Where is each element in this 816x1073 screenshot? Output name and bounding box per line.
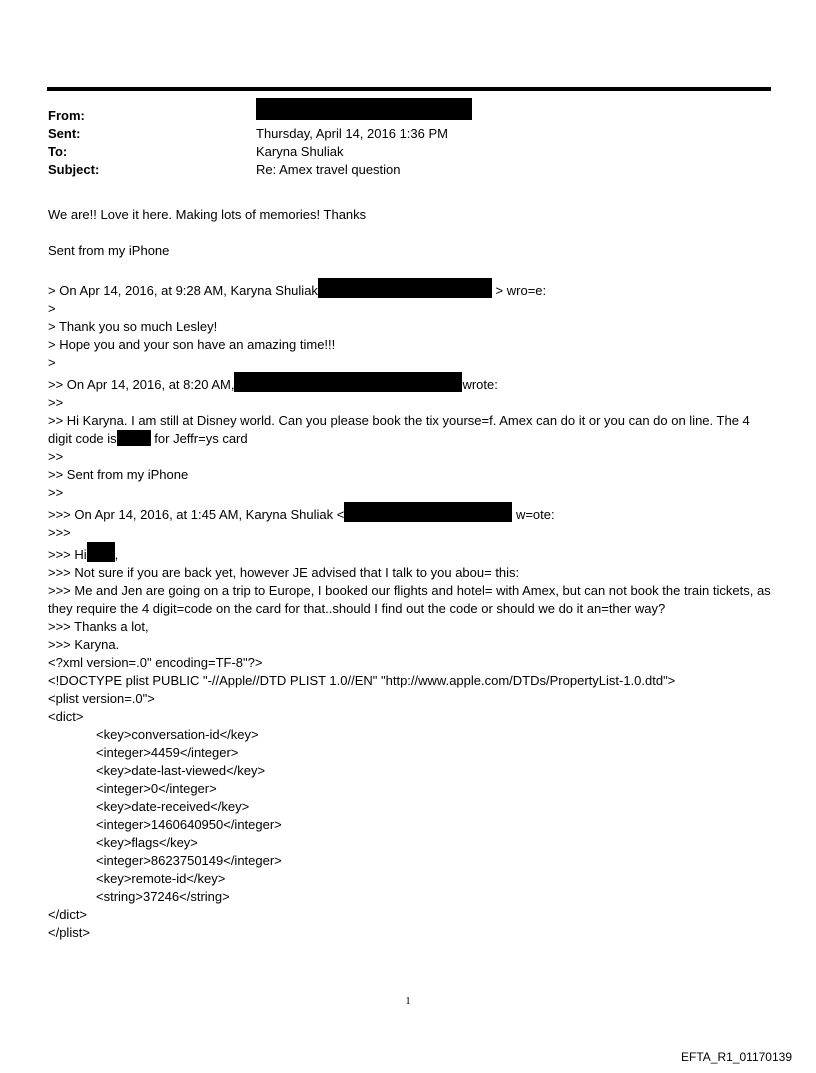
sent-label: Sent: (48, 126, 81, 141)
greeting-text: >>> Hi (48, 547, 87, 562)
quote-header-tail: > wro=e: (495, 283, 547, 298)
plist-line: <dict> (48, 709, 84, 724)
quote-header-text: > On Apr 14, 2016, at 9:28 AM, Karyna Shuliak (48, 283, 318, 298)
body-line: >>> Not sure if you are back yet, however JE advised that I talk to you abou= this: (48, 565, 520, 580)
plist-line: <key>date-received</key> (96, 799, 250, 814)
plist-line: <integer>1460640950</integer> (96, 817, 282, 832)
sent-value: Thursday, April 14, 2016 1:36 PM (256, 126, 448, 141)
body-line: We are!! Love it here. Making lots of memories! Thanks (48, 207, 367, 222)
plist-line: <?xml version=.0" encoding=TF-8"?> (48, 655, 263, 670)
from-value (256, 98, 472, 122)
plist-line: <key>remote-id</key> (96, 871, 226, 886)
redaction-box (318, 278, 492, 298)
body-line: >> Sent from my iPhone (48, 467, 189, 482)
to-value: Karyna Shuliak (256, 144, 344, 159)
plist-line: <integer>0</integer> (96, 781, 217, 796)
plist-line: <!DOCTYPE plist PUBLIC "-//Apple//DTD PLIST 1.0//EN" "http://www.apple.com/DTDs/PropertyList-1.0.dtd"> (48, 673, 676, 688)
blank-line (48, 260, 773, 278)
body-line: >> (48, 485, 64, 500)
plist-line: <key>flags</key> (96, 835, 198, 850)
body-text: for Jeffr=ys card (154, 431, 248, 446)
plist-line: <key>conversation-id</key> (96, 727, 259, 742)
redaction-box (234, 372, 462, 392)
quote-header-tail: wrote: (462, 377, 498, 392)
quote-header-tail: w=ote: (515, 507, 555, 522)
body-line: >>> Thanks a lot, (48, 619, 149, 634)
greeting-line (48, 542, 773, 564)
redaction-box (117, 430, 151, 446)
body-line: >> (48, 449, 64, 464)
quote-header-text: >>> On Apr 14, 2016, at 1:45 AM, Karyna Shuliak < (48, 507, 345, 522)
body-line: > (48, 301, 56, 316)
email-body (48, 206, 773, 942)
plist-line: <string>37246</string> (96, 889, 230, 904)
body-line: >>> (48, 525, 71, 540)
subject-label: Subject: (48, 162, 100, 177)
document-id: EFTA_R1_01170139 (681, 1050, 792, 1064)
plist-line: <plist version=.0"> (48, 691, 155, 706)
plist-line: </plist> (48, 925, 90, 940)
body-line: > Hope you and your son have an amazing time!!! (48, 337, 336, 352)
quote-header-line (48, 278, 773, 300)
to-label: To: (48, 144, 68, 159)
body-line: > (48, 355, 56, 370)
blank-line (48, 224, 773, 242)
subject-value: Re: Amex travel question (256, 162, 401, 177)
body-line: >>> Karyna. (48, 637, 120, 652)
plist-line: <integer>8623750149</integer> (96, 853, 282, 868)
from-label: From: (48, 108, 85, 123)
plist-line: </dict> (48, 907, 88, 922)
redaction-box (256, 98, 472, 120)
plist-line: <key>date-last-viewed</key> (96, 763, 266, 778)
page-number: 1 (405, 995, 411, 1007)
body-line: > Thank you so much Lesley! (48, 319, 218, 334)
header-divider (47, 87, 771, 91)
redaction-box (87, 542, 115, 562)
quote-header-line (48, 502, 773, 524)
body-line: >> (48, 395, 64, 410)
body-line-wrapped (48, 412, 773, 448)
redaction-box (344, 502, 512, 522)
quote-header-text: >> On Apr 14, 2016, at 8:20 AM, (48, 377, 235, 392)
body-text: >> Hi Karyna. I am still at Disney world. Can you please book the tix yourse=f. Amex can do it or you can do on line. The 4 digit code is (48, 413, 750, 446)
greeting-tail: , (114, 547, 119, 562)
quote-header-line (48, 372, 773, 394)
body-line-wrapped: >>> Me and Jen are going on a trip to Europe, I booked our flights and hotel= with Amex, but can not book the train tickets, as they require the 4 digit=code on the card for that..should I find out the code or should we do it an=ther way? (48, 583, 771, 616)
body-line: Sent from my iPhone (48, 243, 170, 258)
plist-line: <integer>4459</integer> (96, 745, 239, 760)
